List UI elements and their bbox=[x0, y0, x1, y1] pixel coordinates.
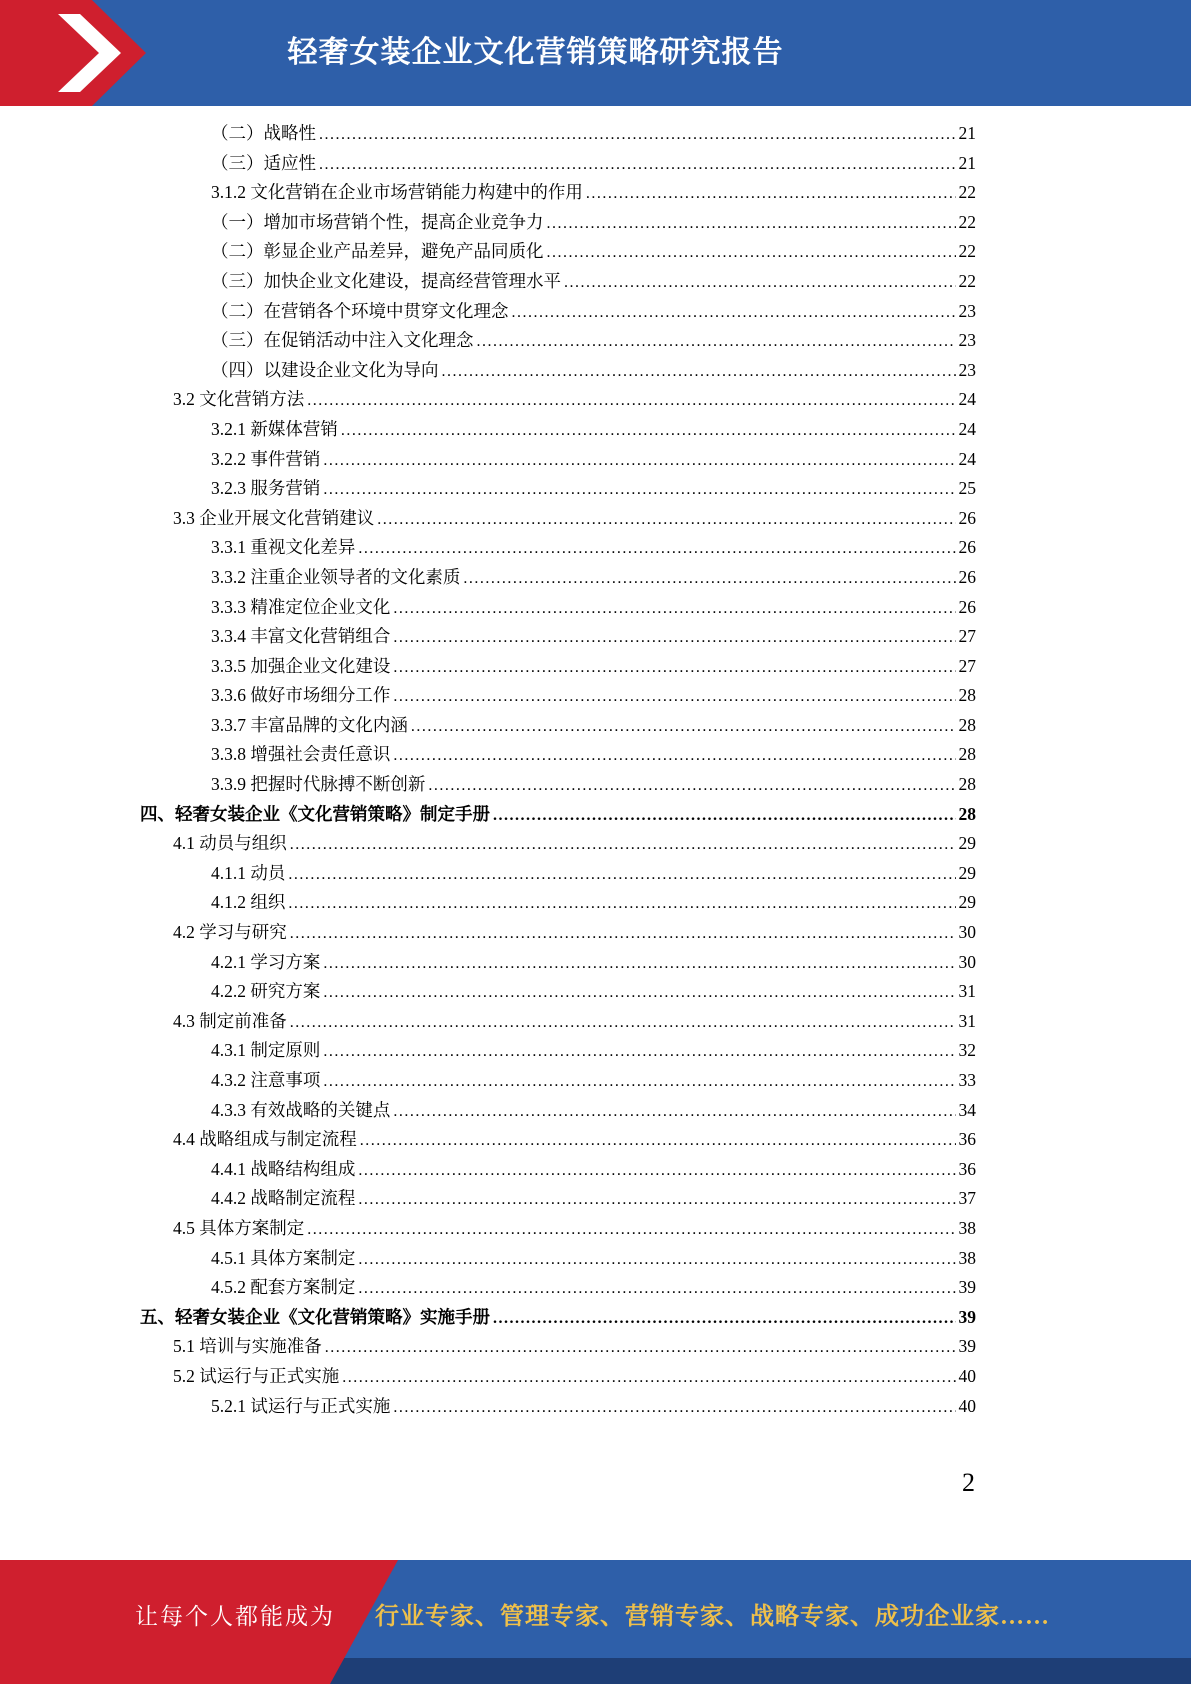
toc-entry bbox=[140, 1036, 976, 1066]
toc-entry-text: （三）在促销活动中注入文化理念 bbox=[211, 330, 474, 351]
toc-entry-text: 3.2.1 新媒体营销 bbox=[211, 418, 338, 439]
toc-page-number: 38 bbox=[958, 1217, 976, 1238]
toc-entry-text: 3.3 企业开展文化营销建议 bbox=[173, 507, 375, 528]
toc-page-number: 26 bbox=[958, 566, 976, 587]
toc-entry bbox=[140, 652, 976, 682]
toc-leader-dots bbox=[493, 1303, 956, 1334]
toc-entry bbox=[140, 681, 976, 711]
toc-page-number: 28 bbox=[958, 685, 976, 706]
toc-leader-dots bbox=[288, 859, 955, 890]
toc-leader-dots bbox=[393, 740, 955, 771]
page-header bbox=[0, 0, 1191, 106]
toc-entry bbox=[140, 119, 976, 149]
toc-page-number: 25 bbox=[958, 478, 976, 499]
toc-entry bbox=[140, 593, 976, 623]
toc-entry bbox=[140, 267, 976, 297]
toc-page-number: 40 bbox=[958, 1395, 976, 1416]
toc-page-number: 39 bbox=[958, 1277, 976, 1298]
page-footer bbox=[0, 1560, 1191, 1684]
toc-entry-text: 4.1 动员与组织 bbox=[173, 833, 287, 854]
toc-entry-text: 4.5.2 配套方案制定 bbox=[211, 1277, 356, 1298]
toc-page-number: 27 bbox=[958, 655, 976, 676]
toc-leader-dots bbox=[319, 119, 956, 150]
toc-page-number: 22 bbox=[958, 241, 976, 262]
toc-entry-text: 3.3.3 精准定位企业文化 bbox=[211, 596, 391, 617]
toc-entry-text: （二）在营销各个环境中贯穿文化理念 bbox=[211, 300, 509, 321]
toc-page-number: 39 bbox=[958, 1336, 976, 1357]
toc-page-number: 29 bbox=[958, 862, 976, 883]
toc-entry-text: （二）战略性 bbox=[211, 123, 316, 143]
toc-entry bbox=[140, 1214, 976, 1244]
toc-leader-dots bbox=[428, 770, 955, 801]
toc-leader-dots bbox=[358, 1184, 955, 1215]
toc-leader-dots bbox=[360, 1125, 956, 1156]
toc-entry bbox=[140, 1332, 976, 1362]
toc-entry bbox=[140, 1184, 976, 1214]
toc-page-number: 30 bbox=[958, 951, 976, 972]
toc-leader-dots bbox=[323, 474, 955, 505]
toc-entry-text: 3.2.2 事件营销 bbox=[211, 448, 321, 469]
toc-leader-dots bbox=[393, 681, 955, 712]
toc-page-number: 23 bbox=[958, 359, 976, 380]
toc-leader-dots bbox=[358, 533, 955, 564]
toc-page-number: 31 bbox=[958, 981, 976, 1002]
toc-entry-text: 3.3.5 加强企业文化建设 bbox=[211, 655, 391, 676]
toc-leader-dots bbox=[288, 888, 955, 919]
toc-page-number: 26 bbox=[958, 537, 976, 558]
toc-entry bbox=[140, 297, 976, 327]
toc-page-number: 29 bbox=[958, 892, 976, 913]
toc-page-number: 31 bbox=[958, 1010, 976, 1031]
toc-entry-text: 3.3.4 丰富文化营销组合 bbox=[211, 626, 391, 647]
toc-entry-text: 4.3.3 有效战略的关键点 bbox=[211, 1099, 391, 1120]
toc-list bbox=[140, 119, 976, 1421]
toc-leader-dots bbox=[341, 415, 956, 446]
toc-page-number: 39 bbox=[958, 1306, 976, 1327]
toc-leader-dots bbox=[323, 1036, 955, 1067]
toc-entry bbox=[140, 1392, 976, 1422]
toc-page-number: 28 bbox=[958, 714, 976, 735]
toc-page-number: 21 bbox=[958, 152, 976, 173]
toc-entry-text: （一）增加市场营销个性，提高企业竞争力 bbox=[211, 211, 544, 232]
toc-leader-dots bbox=[307, 1214, 955, 1245]
toc-entry-text: 4.4.1 战略结构组成 bbox=[211, 1158, 356, 1179]
toc-entry bbox=[140, 385, 976, 415]
toc-entry-text: 四、轻奢女装企业《文化营销策略》制定手册 bbox=[140, 803, 490, 824]
toc-entry bbox=[140, 1273, 976, 1303]
toc-entry-text: 3.2.3 服务营销 bbox=[211, 478, 321, 499]
toc-leader-dots bbox=[547, 237, 956, 268]
toc-leader-dots bbox=[358, 1155, 955, 1186]
report-title: 轻奢女装企业文化营销策略研究报告 bbox=[287, 36, 784, 69]
toc-entry-text: 3.3.2 注重企业领导者的文化素质 bbox=[211, 566, 461, 587]
toc-entry-text: 3.3.7 丰富品牌的文化内涵 bbox=[211, 714, 408, 735]
toc-entry bbox=[140, 1303, 976, 1333]
toc-page-number: 37 bbox=[958, 1188, 976, 1209]
toc-entry bbox=[140, 356, 976, 386]
toc-leader-dots bbox=[323, 445, 955, 476]
toc-leader-dots bbox=[393, 1096, 955, 1127]
toc-page-number: 36 bbox=[958, 1158, 976, 1179]
toc-entry bbox=[140, 326, 976, 356]
page-number: 2 bbox=[962, 1468, 975, 1497]
toc-entry-text: 4.3 制定前准备 bbox=[173, 1010, 287, 1031]
toc-entry-text: 4.1.1 动员 bbox=[211, 862, 286, 883]
toc-entry-text: 4.3.2 注意事项 bbox=[211, 1070, 321, 1090]
toc-entry bbox=[140, 1096, 976, 1126]
toc-page-number: 32 bbox=[958, 1040, 976, 1061]
toc-entry-text: （二）彰显企业产品差异，避免产品同质化 bbox=[211, 241, 544, 262]
toc-page-number: 24 bbox=[958, 389, 976, 410]
toc-entry bbox=[140, 178, 976, 208]
toc-entry bbox=[140, 415, 976, 445]
toc-leader-dots bbox=[547, 208, 956, 239]
toc-entry-text: （三）加快企业文化建设，提高经营管理水平 bbox=[211, 270, 561, 291]
toc-entry bbox=[140, 829, 976, 859]
toc-entry bbox=[140, 711, 976, 741]
toc-leader-dots bbox=[564, 267, 956, 298]
toc-page-number: 33 bbox=[958, 1070, 976, 1090]
toc-page-number: 34 bbox=[958, 1099, 976, 1120]
toc-leader-dots bbox=[290, 918, 956, 949]
toc-entry bbox=[140, 208, 976, 238]
toc-leader-dots bbox=[477, 326, 956, 357]
toc-entry-text: 3.1.2 文化营销在企业市场营销能力构建中的作用 bbox=[211, 182, 583, 203]
toc-page-number: 26 bbox=[958, 596, 976, 617]
toc-leader-dots bbox=[358, 1244, 955, 1275]
toc-leader-dots bbox=[323, 1066, 955, 1097]
toc-entry bbox=[140, 622, 976, 652]
toc-entry-text: 3.2 文化营销方法 bbox=[173, 389, 305, 410]
toc-entry-text: （四）以建设企业文化为导向 bbox=[211, 359, 439, 380]
toc-page-number: 22 bbox=[958, 211, 976, 232]
toc-leader-dots bbox=[319, 149, 956, 180]
toc-leader-dots bbox=[393, 1392, 955, 1423]
toc-leader-dots bbox=[377, 504, 955, 535]
toc-entry-text: 5.1 培训与实施准备 bbox=[173, 1336, 322, 1357]
toc-page-number: 29 bbox=[958, 833, 976, 854]
toc-entry bbox=[140, 1066, 976, 1096]
toc-entry bbox=[140, 1125, 976, 1155]
toc-leader-dots bbox=[586, 178, 956, 209]
toc-leader-dots bbox=[290, 1007, 956, 1038]
toc-page-number: 23 bbox=[958, 330, 976, 351]
toc-entry-text: 五、轻奢女装企业《文化营销策略》实施手册 bbox=[140, 1306, 490, 1327]
toc-entry bbox=[140, 149, 976, 179]
toc-entry bbox=[140, 1007, 976, 1037]
footer-slogan-right: 行业专家、管理专家、营销专家、战略专家、成功企业家…… bbox=[375, 1604, 1050, 1630]
toc-page-number: 36 bbox=[958, 1129, 976, 1150]
toc-leader-dots bbox=[358, 1273, 955, 1304]
toc-entry bbox=[140, 948, 976, 978]
toc-page-number: 28 bbox=[958, 744, 976, 765]
toc-entry bbox=[140, 445, 976, 475]
toc-leader-dots bbox=[393, 652, 955, 683]
toc-entry-text: 4.2 学习与研究 bbox=[173, 922, 287, 943]
toc-entry bbox=[140, 977, 976, 1007]
toc-entry-text: 4.5 具体方案制定 bbox=[173, 1217, 305, 1238]
toc-entry-text: 3.3.8 增强社会责任意识 bbox=[211, 744, 391, 765]
toc-entry-text: 4.3.1 制定原则 bbox=[211, 1040, 321, 1061]
toc-page-number: 27 bbox=[958, 626, 976, 647]
toc-entry-text: 4.2.1 学习方案 bbox=[211, 951, 321, 972]
toc-page-number: 21 bbox=[958, 123, 976, 143]
toc-entry-text: 4.5.1 具体方案制定 bbox=[211, 1247, 356, 1268]
toc-leader-dots bbox=[393, 593, 955, 624]
toc-page-number: 24 bbox=[958, 418, 976, 439]
toc-leader-dots bbox=[442, 356, 956, 387]
toc-page-number: 28 bbox=[958, 803, 976, 824]
toc-leader-dots bbox=[512, 297, 956, 328]
toc-entry bbox=[140, 504, 976, 534]
toc-entry-text: 4.1.2 组织 bbox=[211, 892, 286, 913]
toc-leader-dots bbox=[411, 711, 956, 742]
toc-leader-dots bbox=[323, 977, 955, 1008]
toc-entry bbox=[140, 1244, 976, 1274]
toc-leader-dots bbox=[342, 1362, 955, 1393]
toc-entry bbox=[140, 918, 976, 948]
toc-leader-dots bbox=[290, 829, 956, 860]
toc-entry-text: 4.2.2 研究方案 bbox=[211, 981, 321, 1002]
toc-entry-text: 4.4 战略组成与制定流程 bbox=[173, 1129, 357, 1150]
toc-page-number: 38 bbox=[958, 1247, 976, 1268]
toc-entry-text: 4.4.2 战略制定流程 bbox=[211, 1188, 356, 1209]
toc-page-number: 22 bbox=[958, 270, 976, 291]
toc-page-number: 28 bbox=[958, 774, 976, 795]
toc-entry bbox=[140, 237, 976, 267]
toc-entry bbox=[140, 770, 976, 800]
footer-slogan-left: 让每个人都能成为 bbox=[135, 1604, 335, 1629]
toc-leader-dots bbox=[323, 948, 955, 979]
toc-leader-dots bbox=[493, 800, 956, 831]
toc-page-number: 26 bbox=[958, 507, 976, 528]
toc-page-number: 24 bbox=[958, 448, 976, 469]
toc-leader-dots bbox=[393, 622, 955, 653]
toc-page-number: 22 bbox=[958, 182, 976, 203]
toc-page-number: 30 bbox=[958, 922, 976, 943]
toc-leader-dots bbox=[307, 385, 955, 416]
toc-entry-text: （三）适应性 bbox=[211, 152, 316, 173]
toc-page-number: 23 bbox=[958, 300, 976, 321]
toc-entry-text: 3.3.6 做好市场细分工作 bbox=[211, 685, 391, 706]
toc-entry bbox=[140, 888, 976, 918]
toc-entry bbox=[140, 563, 976, 593]
toc-entry-text: 5.2 试运行与正式实施 bbox=[173, 1365, 340, 1386]
toc-entry-text: 5.2.1 试运行与正式实施 bbox=[211, 1395, 391, 1416]
toc-entry bbox=[140, 1155, 976, 1185]
toc-leader-dots bbox=[325, 1332, 956, 1363]
toc-entry bbox=[140, 859, 976, 889]
toc-entry bbox=[140, 740, 976, 770]
toc-page-number: 40 bbox=[958, 1365, 976, 1386]
toc-entry bbox=[140, 533, 976, 563]
toc-entry bbox=[140, 1362, 976, 1392]
toc-entry-text: 3.3.9 把握时代脉搏不断创新 bbox=[211, 774, 426, 795]
toc-leader-dots bbox=[463, 563, 955, 594]
toc-entry bbox=[140, 800, 976, 830]
toc-entry-text: 3.3.1 重视文化差异 bbox=[211, 537, 356, 558]
toc-entry bbox=[140, 474, 976, 504]
